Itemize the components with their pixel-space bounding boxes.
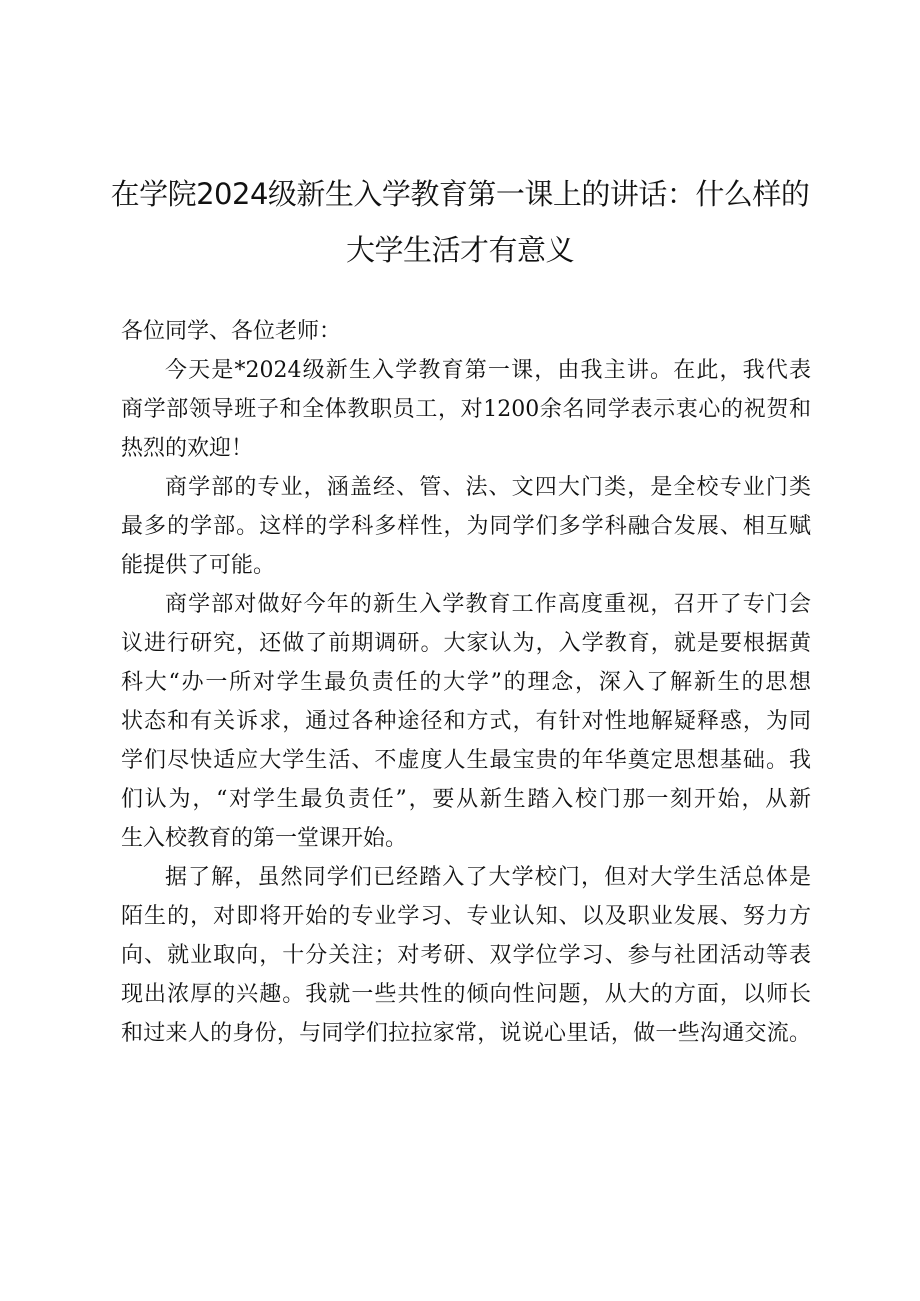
paragraph-disciplines	[121, 468, 811, 585]
paragraph-line: 据了解，虽然同学们已经踏入了大学校门，但对大学生活总体是	[165, 865, 811, 890]
paragraph-line: 们认为，“对学生最负责任”，要从新生踏入校门那一刻开始，从新	[121, 787, 811, 812]
paragraph-line: 最多的学部。这样的学科多样性，为同学们多学科融合发展、相互赋	[121, 514, 811, 539]
paragraph-line: 学们尽快适应大学生活、不虚度人生最宝贵的年华奠定思想基础。我	[121, 748, 811, 773]
paragraph-line: 生入校教育的第一堂课开始。	[121, 826, 408, 851]
paragraph-line: 商学部对做好今年的新生入学教育工作高度重视，召开了专门会	[165, 592, 811, 617]
paragraph-line: 向、就业取向，十分关注；对考研、双学位学习、参与社团活动等表	[121, 943, 811, 968]
paragraph-line: 科大“办一所对学生最负责任的大学”的理念，深入了解新生的思想	[121, 670, 811, 695]
paragraph-line: 商学部的专业，涵盖经、管、法、文四大门类，是全校专业门类	[165, 475, 811, 500]
document-title	[0, 166, 920, 278]
paragraph-understanding	[121, 858, 811, 1053]
title-line-1: 在学院2024级新生入学教育第一课上的讲话：什么样的	[110, 177, 810, 211]
paragraph-line: 和过来人的身份，与同学们拉拉家常，说说心里话，做一些沟通交流。	[121, 1021, 811, 1046]
paragraph-line: 能提供了可能。	[121, 553, 276, 578]
paragraph-line: 今天是*2024级新生入学教育第一课，由我主讲。在此，我代表	[165, 358, 811, 383]
paragraph-line: 热烈的欢迎！	[121, 436, 254, 461]
paragraph-line: 议进行研究，还做了前期调研。大家认为，入学教育，就是要根据黄	[121, 631, 811, 656]
paragraph-welcome	[121, 351, 811, 468]
paragraph-line: 状态和有关诉求，通过各种途径和方式，有针对性地解疑释惑，为同	[121, 709, 811, 734]
paragraph-line: 陌生的，对即将开始的专业学习、专业认知、以及职业发展、努力方	[121, 904, 811, 929]
title-line-2: 大学生活才有意义	[345, 233, 574, 267]
paragraph-orientation	[121, 585, 811, 858]
document-body	[121, 312, 811, 1053]
paragraph-line: 现出浓厚的兴趣。我就一些共性的倾向性问题，从大的方面，以师长	[121, 982, 811, 1007]
paragraph-line: 商学部领导班子和全体教职员工，对1200余名同学表示衷心的祝贺和	[121, 397, 811, 422]
salutation: 各位同学、各位老师：	[121, 319, 342, 344]
